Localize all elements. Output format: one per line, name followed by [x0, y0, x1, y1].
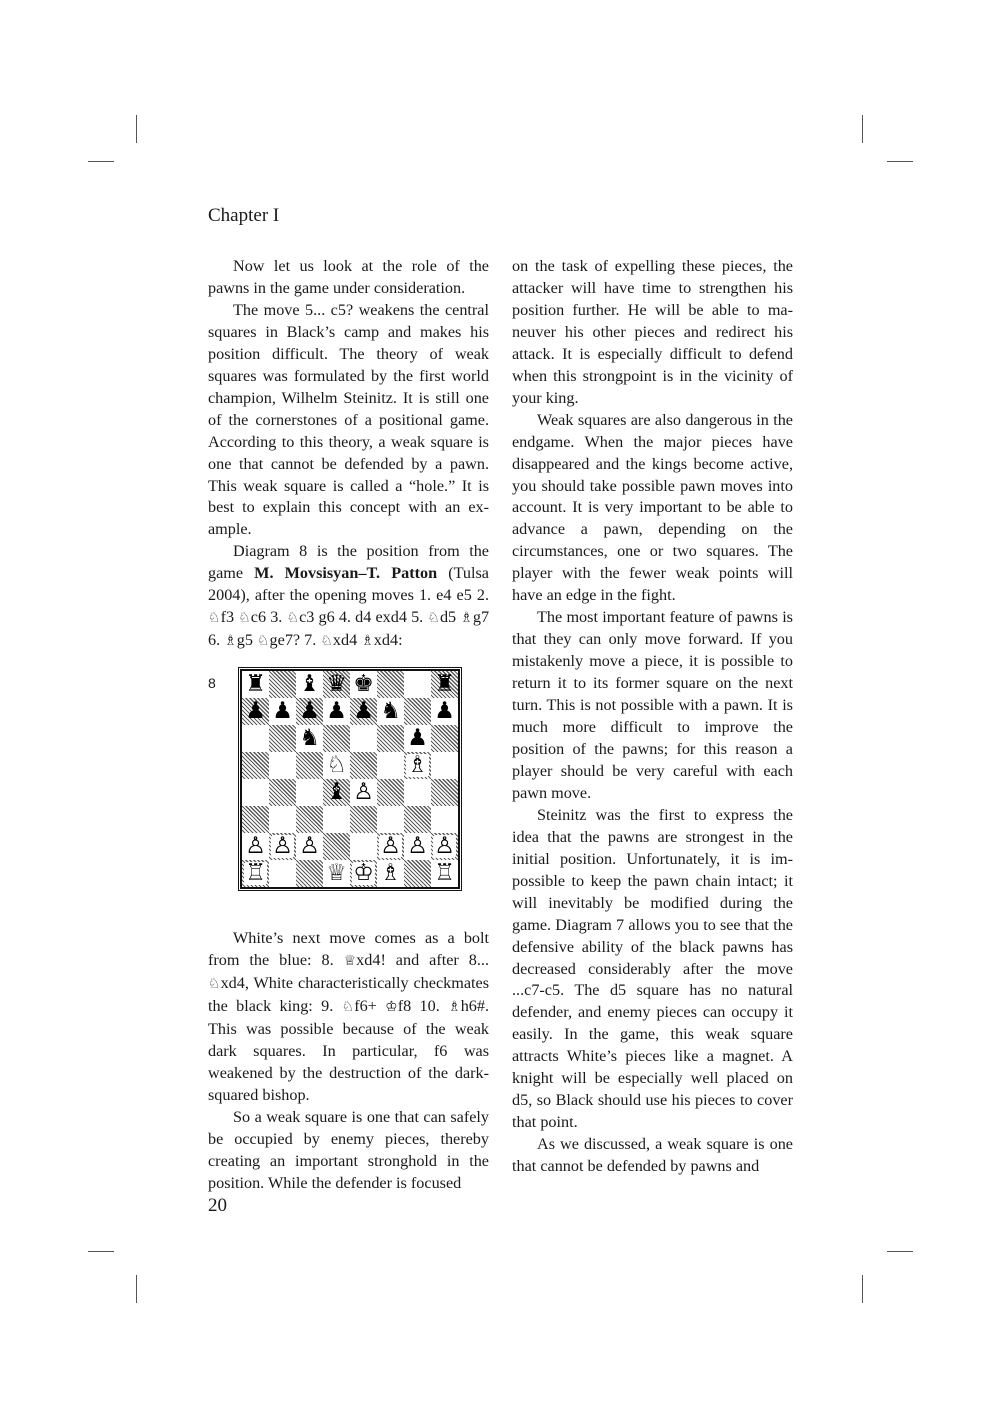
crop-mark	[136, 1275, 137, 1303]
crop-mark	[88, 161, 114, 162]
white-bishop-icon: ♗	[380, 860, 401, 887]
board-square-f1	[377, 860, 404, 887]
white-pawn-icon: ♙	[353, 779, 374, 806]
text-run: f3	[220, 608, 239, 627]
board-square-h6	[431, 725, 458, 752]
board-square-f2	[377, 833, 404, 860]
board-square-c7	[296, 698, 323, 725]
text-run: xd4:	[373, 631, 403, 650]
knight-symbol: ♘	[427, 610, 440, 627]
board-square-e6	[350, 725, 377, 752]
board-square-b1	[269, 860, 296, 887]
right-column	[512, 256, 793, 1178]
text-run: c3 g6 4. d4 exd4 5.	[299, 608, 428, 627]
knight-symbol: ♘	[208, 610, 221, 627]
board-square-d7	[323, 698, 350, 725]
white-pawn-icon: ♙	[407, 833, 428, 860]
board-square-g6	[404, 725, 431, 752]
white-rook-icon: ♖	[434, 860, 455, 887]
black-queen-icon: ♛	[326, 671, 347, 698]
page-number: 20	[208, 1195, 227, 1216]
black-knight-icon: ♞	[299, 725, 320, 752]
queen-symbol: ♕	[343, 953, 357, 970]
knight-symbol: ♘	[320, 633, 333, 650]
black-pawn-icon: ♟	[245, 698, 266, 725]
paragraph: So a weak square is one that can safely be occupied by enemy pieces, thereby creating an important stronghold in the position. While the defender is focused	[208, 1107, 489, 1192]
text-run: d5	[439, 608, 461, 627]
board-square-e2	[350, 833, 377, 860]
board-square-f5	[377, 752, 404, 779]
crop-mark	[862, 115, 863, 143]
board-square-f3	[377, 806, 404, 833]
board-square-b6	[269, 725, 296, 752]
board-square-a6	[242, 725, 269, 752]
board-square-h8	[431, 671, 458, 698]
board-square-c6	[296, 725, 323, 752]
board-square-h1	[431, 860, 458, 887]
white-pawn-icon: ♙	[245, 833, 266, 860]
black-pawn-icon: ♟	[353, 698, 374, 725]
board-square-g7	[404, 698, 431, 725]
text-run: f8 10.	[397, 997, 449, 1016]
text-run: White’s next move comes as a bolt from the blue: 8.	[208, 929, 489, 970]
board-square-g1	[404, 860, 431, 887]
player-names: M. Movsisyan–T. Patton	[254, 564, 438, 583]
black-pawn-icon: ♟	[272, 698, 293, 725]
black-rook-icon: ♜	[434, 671, 455, 698]
crop-mark	[862, 1275, 863, 1303]
board-square-h7	[431, 698, 458, 725]
bishop-symbol: ♗	[361, 633, 374, 650]
crop-mark	[88, 1251, 114, 1252]
white-pawn-icon: ♙	[434, 833, 455, 860]
knight-symbol: ♘	[238, 610, 251, 627]
board-square-e1	[350, 860, 377, 887]
board-square-d5	[323, 752, 350, 779]
paragraph	[208, 541, 489, 653]
text-run: xd4, White characteristically checkmates the black king: 9.	[208, 974, 489, 1016]
black-pawn-icon: ♟	[326, 698, 347, 725]
board-square-h2	[431, 833, 458, 860]
board-square-d1	[323, 860, 350, 887]
board-square-a5	[242, 752, 269, 779]
black-bishop-icon: ♝	[299, 671, 320, 698]
board-square-e7	[350, 698, 377, 725]
black-pawn-icon: ♟	[299, 698, 320, 725]
text-run: xd4	[332, 631, 362, 650]
black-pawn-icon: ♟	[407, 725, 428, 752]
chapter-heading: Chapter I	[208, 205, 280, 226]
bishop-symbol: ♗	[224, 633, 237, 650]
board-square-c5	[296, 752, 323, 779]
text-run: h6#. This was possible because of the weak dark squares. In particular, f6 was weakened by the destruction of the dark-squared bishop.	[208, 997, 490, 1104]
paragraph: As we discussed, a weak square is one that cannot be defended by pawns and	[512, 1135, 793, 1176]
paragraph: Weak squares are also dangerous in the endgame. When the major pieces have disappeared and the kings become active, you should take possible pawn moves into account. It is very important to be able to advance a pawn, depending on the circumstances, one or two squares. The player with the fewer weak points will have an edge in the fight.	[512, 410, 793, 605]
knight-symbol: ♘	[286, 610, 300, 627]
black-king-icon: ♚	[353, 671, 374, 698]
left-column	[208, 256, 489, 1195]
board-square-a7	[242, 698, 269, 725]
text-run: g7 6.	[208, 608, 490, 650]
diagram-number: 8	[208, 675, 216, 692]
board-square-b8	[269, 671, 296, 698]
black-knight-icon: ♞	[380, 698, 401, 725]
paragraph: The move 5... c5? weakens the central squares in Black’s camp and makes his position difficult. The theory of weak squares was formulated by the first world champion, Wilhelm Steinitz. It is still one of the cornerstones of a positional game. According to this theory, a weak square is one that cannot be defended by a pawn. This weak square is called a “hole.” It is best to explain this concept with an example.	[208, 300, 489, 539]
board-square-b3	[269, 806, 296, 833]
board-square-d3	[323, 806, 350, 833]
board-square-g8	[404, 671, 431, 698]
board-square-h4	[431, 779, 458, 806]
board-square-c2	[296, 833, 323, 860]
white-queen-icon: ♕	[326, 860, 347, 887]
king-symbol: ♔	[385, 999, 398, 1016]
board-square-c1	[296, 860, 323, 887]
board-square-a2	[242, 833, 269, 860]
board-square-c3	[296, 806, 323, 833]
board-square-f4	[377, 779, 404, 806]
board-square-h5	[431, 752, 458, 779]
text-run: xd4! and after 8...	[356, 951, 489, 970]
board-square-g5	[404, 752, 431, 779]
black-bishop-icon: ♝	[326, 779, 347, 806]
text-run: g5	[236, 631, 257, 650]
crop-mark	[136, 115, 137, 143]
chess-diagram	[208, 669, 489, 907]
board-square-a1	[242, 860, 269, 887]
board-square-h3	[431, 806, 458, 833]
board-square-a4	[242, 779, 269, 806]
paragraph: on the task of expelling these pieces, the attacker will have time to strengthen his position further. He will be able to maneuver his other pieces and redirect his attack. It is especially difficult to defend when this strongpoint is in the vicinity of your king.	[512, 257, 793, 407]
board-square-g4	[404, 779, 431, 806]
paragraph: Steinitz was the first to express the idea that the pawns are strongest in the initial position. Unfortunately, it is impossible to keep the pawn chain intact; it will inevitably be modified during the game. Diagram 7 allows you to see that the defensive ability of the black pawns has decreased considerably after the move ...c7-c5. The d5 square has no natural defender, and enemy pieces can occupy it easily. In the game, this weak square attracts White’s pieces like a magnet. A knight will be especially well placed on d5, so Black should use his pieces to cover that point.	[512, 805, 793, 1132]
black-rook-icon: ♜	[245, 671, 266, 698]
knight-symbol: ♘	[341, 999, 355, 1016]
text-run: (Tulsa 2004), after the opening moves 1. e4 e5 2.	[208, 564, 489, 605]
board-square-b5	[269, 752, 296, 779]
white-king-icon: ♔	[353, 860, 374, 887]
knight-symbol: ♘	[208, 976, 221, 993]
crop-mark	[887, 161, 913, 162]
white-pawn-icon: ♙	[380, 833, 401, 860]
board-square-f6	[377, 725, 404, 752]
board-square-g2	[404, 833, 431, 860]
text-run: c6 3.	[250, 608, 287, 627]
white-bishop-icon: ♗	[407, 752, 428, 779]
board-square-a8	[242, 671, 269, 698]
black-pawn-icon: ♟	[434, 698, 455, 725]
board-square-g3	[404, 806, 431, 833]
board-square-d6	[323, 725, 350, 752]
board-square-e8	[350, 671, 377, 698]
board-square-e5	[350, 752, 377, 779]
board-square-d2	[323, 833, 350, 860]
board-square-b4	[269, 779, 296, 806]
board-square-a3	[242, 806, 269, 833]
paragraph: The most important feature of pawns is that they can only move forward. If you mistakenly move a piece, it is possible to return it to its former square on the next turn. This is not possible with a pawn. It is much more difficult to improve the position of the pawns; for this reason a player should be very careful with each pawn move.	[512, 608, 793, 802]
board-square-f7	[377, 698, 404, 725]
board-square-f8	[377, 671, 404, 698]
white-pawn-icon: ♙	[272, 833, 293, 860]
text-run: Diagram 8 is the position from the game	[208, 542, 489, 583]
text-run: f6+	[354, 997, 386, 1016]
text-run: ge7? 7.	[269, 631, 321, 650]
board-square-d4	[323, 779, 350, 806]
paragraph: Now let us look at the role of the pawns in the game under consideration.	[208, 257, 489, 297]
board-square-e4	[350, 779, 377, 806]
knight-symbol: ♘	[256, 633, 270, 650]
bishop-symbol: ♗	[448, 999, 461, 1016]
bishop-symbol: ♗	[460, 610, 473, 627]
board-square-e3	[350, 806, 377, 833]
board-square-b7	[269, 698, 296, 725]
white-pawn-icon: ♙	[299, 833, 320, 860]
white-rook-icon: ♖	[245, 860, 266, 887]
board-square-c8	[296, 671, 323, 698]
crop-mark	[887, 1251, 913, 1252]
white-knight-icon: ♘	[326, 752, 347, 779]
board-square-b2	[269, 833, 296, 860]
board-square-c4	[296, 779, 323, 806]
paragraph	[208, 928, 489, 1107]
chess-board	[240, 669, 460, 889]
board-square-d8	[323, 671, 350, 698]
